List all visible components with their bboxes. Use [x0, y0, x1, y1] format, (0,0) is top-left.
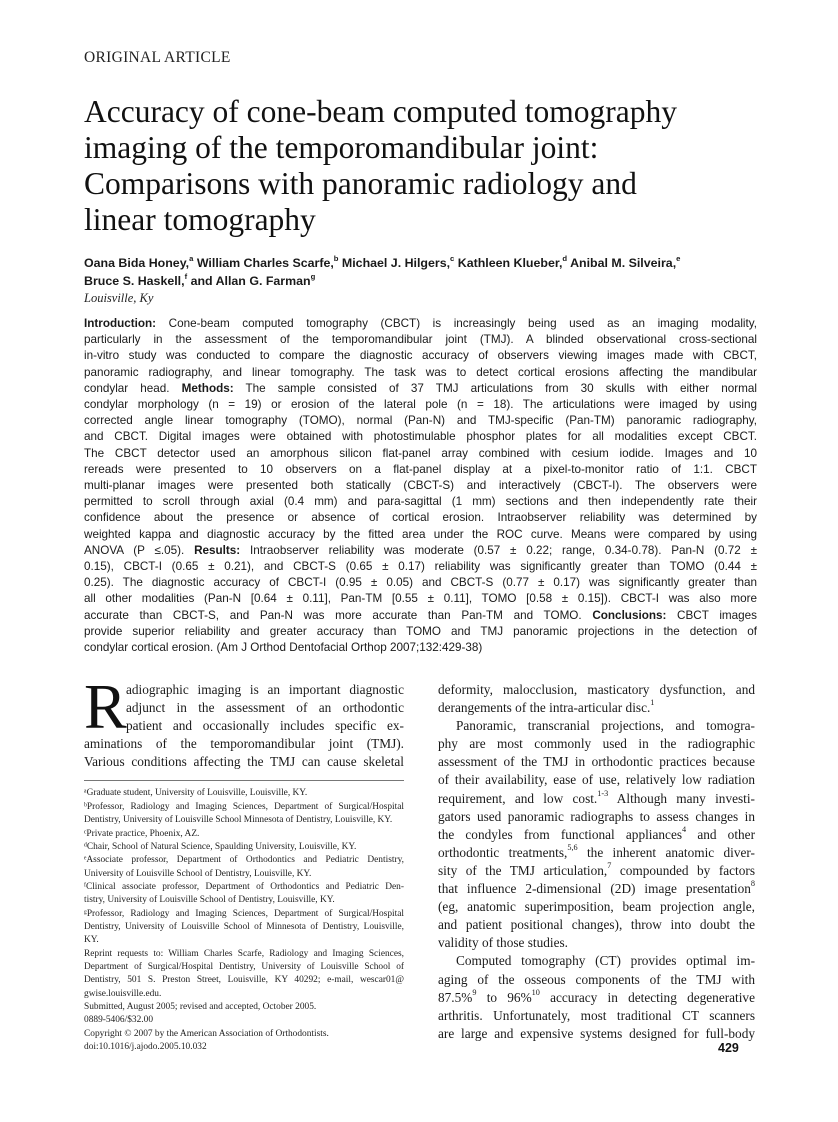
body-line: Panoramic, transcranial projections, and tomogra-: [456, 718, 755, 734]
abstract-line: rereads were presented to 10 observers on a flat-panel display at a pixel-to-monitor ratio of 1:1. CBCT: [84, 462, 757, 476]
abstract-line: ANOVA (P ≤.05). Results: Intraobserver reliability was moderate (0.57 ± 0.22; range, 0.34-0.78). Pan-N (0.72 ±: [84, 543, 757, 557]
abstract-heading-results: Results:: [194, 543, 241, 557]
footnotes: [84, 780, 404, 1054]
body-line: are large and expensive systems designed for full-body: [438, 1025, 755, 1041]
body-line: adjunct in the assessment of an orthodontic: [126, 700, 404, 716]
title-line: imaging of the temporomandibular joint:: [84, 130, 599, 165]
abstract-line: particularly in the assessment of the temporomandibular joint (TMJ). A blinded observational cross-sectional: [84, 333, 757, 347]
body-line: phy are most commonly used in the radiographic: [438, 736, 755, 752]
footnote-line: Reprint requests to: William Charles Scarfe, Radiology and Imaging Sciences,: [84, 948, 404, 959]
body-line: aging of the osseous components of the TMJ with: [438, 971, 755, 987]
article-title: [84, 94, 764, 238]
title-line: Accuracy of cone-beam computed tomography: [84, 94, 678, 129]
abstract-line: The CBCT detector used an amorphous silicon flat-panel array combined with cesium iodide. Images and 10: [84, 446, 757, 460]
drop-cap: R: [84, 671, 127, 742]
footnote-line: ᶜPrivate practice, Phoenix, AZ.: [84, 828, 200, 839]
footnote-line: Copyright © 2007 by the American Association of Orthodontists.: [84, 1028, 329, 1039]
abstract-line: in-vitro study was conducted to compare the diagnostic accuracy of observers viewing images made with CBCT,: [84, 349, 757, 363]
affiliation-mark: g: [310, 271, 316, 281]
abstract-heading-introduction: Introduction:: [84, 317, 157, 330]
reference-mark: 9: [472, 987, 477, 997]
body-line: sity of the TMJ articulation,$^7$ compounded by factors: [438, 861, 755, 878]
abstract-line: condylar morphology (n = 19) or erosion of the lateral pole (n = 18). The articulations were imaged by using: [84, 398, 757, 412]
abstract-line: permitted to scroll through axial (0.4 mm) and para-sagittal (1 mm) sections and then independently rate their: [84, 495, 757, 509]
intro-paragraph: [84, 671, 404, 771]
footnote-line: ᵈChair, School of Natural Science, Spaulding University, Louisville, KY.: [84, 841, 357, 852]
title-line: Comparisons with panoramic radiology and: [84, 166, 637, 201]
author-list: [84, 254, 764, 290]
reference-mark: 1: [650, 698, 655, 708]
abstract-line: panoramic radiography, and linear tomography. The task was to detect cortical erosions affecting the mandibular: [84, 365, 757, 379]
body-line: that influence 2-dimensional (2D) image presentation$^8$: [438, 879, 755, 897]
abstract-line: condylar head. Methods: The sample consisted of 37 TMJ articulations from 30 skulls with either normal: [84, 381, 758, 395]
affiliation-mark: b: [333, 253, 339, 263]
abstract-heading-methods: Methods:: [181, 381, 234, 395]
footnote-line: ᵍProfessor, Radiology and Imaging Sciences, Department of Surgical/Hospital: [84, 908, 404, 919]
body-line: of their availability, ease of use, relatively low radiation: [438, 772, 755, 788]
abstract-line: provide superior reliability and greater accuracy than TOMO and TMJ panoramic projections in the detection of: [84, 624, 757, 638]
body-line: and patient positional changes), throw into doubt the: [438, 917, 755, 933]
author-name: Michael J. Hilgers,: [338, 256, 451, 270]
abstract-line: multi-planar images were presented both statically (CBCT-S) and interactively (CBCT-I). The observers were: [84, 479, 757, 493]
body-line: (eg, anatomic superimposition, beam projection angle,: [438, 899, 755, 915]
reference-mark: 1-3: [597, 788, 609, 798]
footnote-line: Submitted, August 2005; revised and accepted, October 2005.: [84, 1001, 317, 1012]
author-name: and Allan G. Farman: [187, 274, 311, 288]
body-line: deformity, malocclusion, masticatory dysfunction, and: [438, 682, 755, 697]
abstract-line: confidence about the presence or absence of cortical erosion. Intraobserver reliability was determined by: [84, 511, 757, 525]
abstract-line: Introduction: Cone-beam computed tomography (CBCT) is increasingly being used as an imaging modality,: [84, 317, 757, 330]
author-location: Louisville, Ky: [84, 291, 154, 305]
footnote-line: ᶠClinical associate professor, Department of Orthodontics and Pediatric Den-: [84, 881, 404, 892]
affiliation-mark: a: [189, 253, 194, 263]
section-label: ORIGINAL ARTICLE: [84, 49, 231, 66]
body-line: arthritis. Unfortunately, most traditional CT scanners: [438, 1007, 755, 1023]
author-name: William Charles Scarfe,: [193, 256, 334, 270]
abstract-line: weighted kappa and diagnostic accuracy by the fitted area under the ROC curve. Means were compared by using: [84, 527, 757, 541]
title-line: linear tomography: [84, 202, 316, 237]
author-name: Oana Bida Honey,: [84, 256, 190, 270]
footnote-line: ᵇProfessor, Radiology and Imaging Sciences, Department of Surgical/Hospital: [84, 801, 404, 812]
footnote-line: Dentistry, University of Louisville School of Minnesota of Dentistry, Louisville,: [84, 921, 404, 932]
abstract-line: and CBCT. Digital images were obtained with photostimulable phosphor plates for all modalities except CBCT.: [84, 430, 757, 444]
author-name: Anibal M. Silveira,: [567, 256, 677, 270]
reference-mark: 10: [531, 987, 540, 997]
reference-mark: 7: [607, 861, 612, 871]
footnote-line: Dentistry, University of Louisville School Minnesota of Dentistry, Louisville, KY.: [84, 815, 393, 826]
footnote-line: doi:10.1016/j.ajodo.2005.10.032: [84, 1042, 207, 1052]
footnote-line: Dentistry, 501 S. Preston Street, Louisville, KY 40292; e-mail, wescar01@: [84, 975, 404, 986]
affiliation-mark: e: [676, 253, 681, 263]
footnote-line: ᵉAssociate professor, Department of Orthodontics and Pediatric Dentistry,: [84, 855, 404, 866]
body-line: Computed tomography (CT) provides optimal im-: [456, 953, 755, 969]
footnote-line: KY.: [84, 935, 99, 946]
body-line: derangements of the intra-articular disc.$^1$: [438, 698, 655, 716]
author-name: Kathleen Klueber,: [454, 256, 563, 270]
affiliation-mark: c: [450, 253, 455, 263]
left-column: [84, 671, 404, 1054]
affiliation-mark: d: [562, 253, 568, 263]
abstract-line: 0.15), CBCT-I (0.65 ± 0.21), and CBCT-S (0.65 ± 0.17) reliability was significantly greater than TOMO (0.44 ±: [84, 560, 757, 574]
body-line: 87.5%$^9$ to 96%$^{10}$ accuracy in detecting degenerative: [438, 987, 755, 1005]
footnote-line: Department of Surgical/Hospital Dentistry, University of Louisville School of: [84, 961, 404, 972]
body-line: Various conditions affecting the TMJ can cause skeletal: [84, 754, 404, 770]
author-line: [84, 272, 764, 290]
affiliation-mark: f: [184, 271, 188, 281]
page-number: 429: [718, 1041, 739, 1055]
reference-mark: 8: [750, 879, 755, 889]
body-line: the condyles from functional appliances$^4$ and other: [438, 825, 755, 842]
reference-mark: 4: [682, 825, 687, 835]
body-line: adiographic imaging is an important diagnostic: [126, 682, 404, 697]
abstract-line: condylar cortical erosion. (Am J Orthod Dentofacial Orthop 2007;132:429-38): [84, 641, 483, 655]
footnote-line: gwise.louisville.edu.: [84, 988, 162, 999]
body-line: patient and occasionally includes specific ex-: [126, 718, 404, 734]
abstract-line: corrected angle linear tomography (TOMO), normal (Pan-N) and TMJ-specific (Pan-TM) panoramic radiography,: [84, 414, 757, 428]
author-line: [84, 254, 764, 272]
abstract-line: accurate than CBCT-S, and Pan-N was more accurate than Pan-TM and TOMO. Conclusions: CBCT images: [84, 608, 758, 622]
abstract-line: all other modalities (Pan-N [0.64 ± 0.11], Pan-TM [0.55 ± 0.11], TOMO [0.58 ± 0.15]). CBCT-I was also more: [84, 592, 757, 606]
body-line: requirement, and low cost.$^{1-3}$ Although many investi-: [438, 788, 755, 806]
right-column: [438, 681, 755, 1043]
footnote-line: University of Louisville School of Dentistry, Louisville, KY.: [84, 868, 312, 879]
body-line: orthodontic treatments,$^{5,6}$ the inherent anatomic diver-: [438, 843, 755, 860]
body-line: assessment of the TMJ in orthodontic practices because: [438, 754, 755, 770]
abstract-line: 0.25). The diagnostic accuracy of CBCT-I (0.95 ± 0.05) and CBCT-S (0.77 ± 0.17) was significantly greater than: [84, 576, 757, 590]
body-line: validity of those studies.: [438, 935, 569, 951]
abstract: [84, 316, 757, 656]
author-name: Bruce S. Haskell,: [84, 274, 185, 288]
abstract-heading-conclusions: Conclusions:: [592, 608, 667, 622]
footnote-line: 0889-5406/$32.00: [84, 1015, 154, 1026]
body-line: aminations of the temporomandibular joint (TMJ).: [84, 736, 404, 752]
body-line: gators used panoramic radiographs to assess changes in: [438, 808, 755, 824]
reference-mark: 5,6: [567, 843, 578, 853]
footnote-line: tistry, University of Louisville School of Dentistry, Louisville, KY.: [84, 895, 335, 906]
footnote-line: ᵃGraduate student, University of Louisville, Louisville, KY.: [84, 788, 308, 799]
